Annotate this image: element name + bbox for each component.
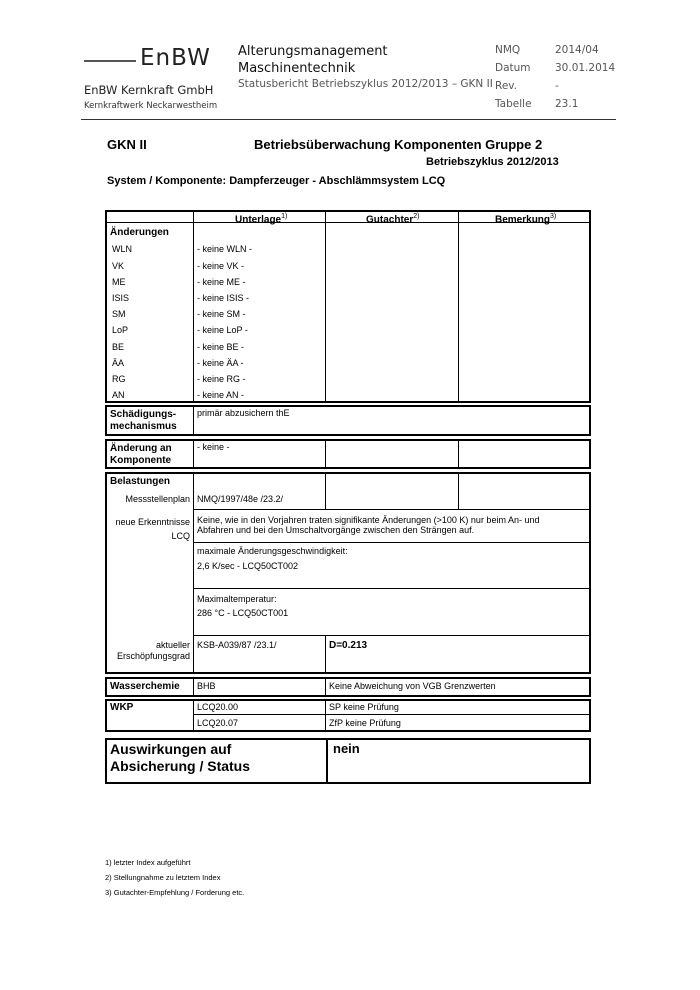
header-rule: [81, 119, 616, 120]
findings-label: neue Erkenntnisse LCQ: [115, 517, 190, 541]
water-chem-value: Keine Abweichung von VGB Grenzwerten: [329, 681, 496, 691]
page-heading: Betriebsüberwachung Komponenten Gruppe 2: [254, 137, 543, 152]
findings-value: Keine, wie in den Vorjahren traten signifikante Änderungen (>100 K) nur beim An- und Abfahren und bei den Umschaltvorgänge zwischen den Strängen auf.: [197, 515, 540, 535]
change-rate-value: 2,6 K/sec - LCQ50CT002: [197, 561, 299, 571]
col-divider: [193, 700, 194, 731]
col-divider: [458, 473, 459, 509]
change-value: - keine RG -: [197, 374, 246, 384]
col-divider: [193, 473, 194, 673]
changes-table: [105, 210, 591, 403]
meta-key-rev: Rev.: [495, 80, 518, 92]
impact-label: Auswirkungen auf Absicherung / Status: [110, 741, 251, 774]
change-value: - keine LoP -: [197, 325, 248, 335]
component-change-table: [105, 439, 591, 469]
meta-key-nmq: NMQ: [495, 44, 521, 56]
cycle-heading: Betriebszyklus 2012/2013: [426, 156, 559, 168]
damage-value: primär abzusichern thE: [197, 408, 290, 418]
row-divider: [193, 542, 590, 543]
change-code: VK: [112, 261, 125, 271]
logo-line: [84, 60, 136, 62]
max-temp-label: Maximaltemperatur:: [197, 594, 277, 604]
row-divider: [193, 588, 590, 589]
col-divider: [458, 440, 459, 468]
header-subtitle: Statusbericht Betriebszyklus 2012/2013 – GKN II: [238, 78, 493, 90]
enbw-logo: EnBW: [140, 45, 211, 71]
water-chem-ref: BHB: [197, 681, 216, 691]
water-chem-label: Wasserchemie: [110, 681, 180, 692]
wkp-ref: LCQ20.00: [197, 702, 239, 712]
fatigue-value: D=0.213: [329, 640, 368, 651]
plant-name: Kernkraftwerk Neckarwestheim: [84, 101, 218, 111]
change-code: BE: [112, 342, 125, 352]
change-rate-label: maximale Änderungsgeschwindigkeit:: [197, 546, 348, 556]
change-code: SM: [112, 309, 126, 319]
change-code: ME: [112, 277, 126, 287]
system-heading: System / Komponente: Dampferzeuger - Abschlämmsystem LCQ: [107, 175, 446, 187]
row-divider: [193, 635, 590, 636]
measurement-plan-value: NMQ/1997/48e /23.2/: [197, 494, 284, 504]
footnote: 1) letzter Index aufgeführt: [105, 858, 191, 867]
col-divider: [325, 635, 326, 673]
change-value: - keine WLN -: [197, 244, 253, 254]
col-divider: [325, 473, 326, 509]
fatigue-label: aktueller Erschöpfungsgrad: [116, 640, 190, 661]
col-header-bemerkung: Bemerkung$^{3)}$: [495, 213, 557, 226]
change-value: - keine ÄA -: [197, 358, 244, 368]
col-divider: [325, 440, 326, 468]
meta-value-nmq: 2014/04: [555, 44, 599, 56]
change-code: WLN: [112, 244, 132, 254]
footnote: 3) Gutachter-Empfehlung / Forderung etc.: [105, 888, 245, 897]
meta-key-datum: Datum: [495, 62, 531, 74]
impact-value: nein: [333, 741, 360, 756]
component-change-value: - keine -: [197, 442, 230, 452]
header-rule-gap: [490, 116, 491, 119]
meta-value-rev: -: [555, 80, 559, 92]
change-value: - keine BE -: [197, 342, 245, 352]
wkp-value: SP keine Prüfung: [329, 702, 399, 712]
unit-name: GKN II: [107, 137, 147, 152]
change-value: - keine ISIS -: [197, 293, 250, 303]
loads-label: Belastungen: [110, 476, 171, 487]
meta-value-datum: 30.01.2014: [555, 62, 616, 74]
col-divider: [193, 406, 194, 435]
col-divider: [193, 678, 194, 696]
component-change-label: Änderung an Komponente: [110, 443, 172, 466]
meta-key-tabelle: Tabelle: [495, 98, 532, 110]
header-rule-gap: [233, 116, 234, 119]
col-divider: [193, 211, 194, 402]
max-temp-value: 286 °C - LCQ50CT001: [197, 608, 289, 618]
row-divider: [193, 509, 590, 510]
change-value: - keine AN -: [197, 390, 245, 400]
header-title-2: Maschinentechnik: [238, 61, 356, 76]
change-code: AN: [112, 390, 125, 400]
damage-table: [105, 405, 591, 436]
change-code: RG: [112, 374, 126, 384]
header-title-1: Alterungsmanagement: [238, 44, 388, 59]
change-code: LoP: [112, 325, 129, 335]
changes-label: Änderungen: [110, 227, 169, 238]
col-header-unterlage: Unterlage$^{1)}$: [235, 213, 288, 226]
company-name: EnBW Kernkraft GmbH: [84, 83, 214, 97]
row-divider: [193, 714, 590, 715]
change-code: ÄA: [112, 358, 125, 368]
col-divider: [325, 678, 326, 696]
fatigue-ref: KSB-A039/87 /23.1/: [197, 640, 277, 650]
change-code: ISIS: [112, 293, 130, 303]
wkp-ref: LCQ20.07: [197, 718, 239, 728]
measurement-plan-label: Messstellenplan: [125, 494, 190, 504]
col-divider: [193, 440, 194, 468]
col-divider: [458, 211, 459, 402]
col-header-gutachter: Gutachter$^{2)}$: [366, 213, 420, 226]
col-divider: [326, 739, 328, 783]
damage-label: Schädigungs- mechanismus: [110, 409, 177, 432]
change-value: - keine VK -: [197, 261, 245, 271]
col-divider: [325, 700, 326, 731]
wkp-label: WKP: [110, 702, 134, 713]
col-divider: [325, 211, 326, 402]
footnote: 2) Stellungnahme zu letztem Index: [105, 873, 221, 882]
change-value: - keine ME -: [197, 277, 246, 287]
meta-value-tabelle: 23.1: [555, 98, 579, 110]
wkp-value: ZfP keine Prüfung: [329, 718, 401, 728]
change-value: - keine SM -: [197, 309, 246, 319]
